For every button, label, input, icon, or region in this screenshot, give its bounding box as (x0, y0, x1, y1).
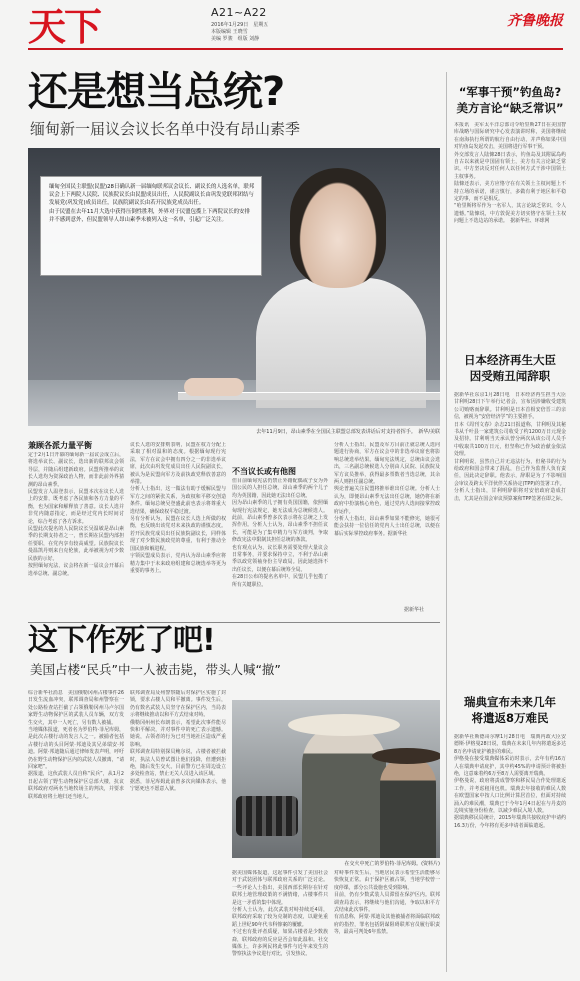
right-story2-text: 据新华社东京1月28日电 日本经济再生担当大臣甘利明28日下午举行记者会，宣布因涉嫌收受建筑公司贿赂而辞职。甘利明是日本首相安倍晋三的亲信，被视为“安倍经济学”的主要推手。 日本《周刊文春》杂志21日报道称，甘利明及其秘书从千叶县一家建筑公司收受了约1200万日元现金及招待。甘利明当天承认曾分两次从该公司人员手中收取共100万日元，但坚称已作为政治献金依法处理。 甘利明说，虽然自己并无违法行为，但秘书的行为给政府和国会带来了混乱，自己作为监督人负有责任，因此决定辞职。他表示，辞职是为了不影响国会审议及跨太平洋伙伴关系协定(TPP)的签署工作。 分析人士指出，甘利明辞职将对安倍政府造成打击，尤其是在国会审议预算案和TPP签署在即之际。 (454, 392, 566, 502)
photo-person-head (290, 168, 386, 288)
story1-subheadline: 缅甸新一届议会议长名单中没有昂山素季 (30, 120, 301, 138)
right-story1-headline: “军事干预”钓鱼岛? 美方言论“缺乏常识” (456, 85, 564, 115)
story1-column-4: 分析人士指出，民盟及军方目前正就总统人选问题进行协商，军方在议会中的非选举议席也将影响总统选举结果。缅甸宪法规定，总统由议会选出，三名副总统候选人分别由人民院、民族院及军方议员推举，获得最多票数者当选总统，其余两人则担任副总统。 舆论普遍关注民盟将推举谁出任总统。分析人士认为，即便昂山素季无法出任总统，她仍将在新政府中扮演核心角色，通过党内人选间接掌控政府运作。 分析人士指出，昂山素季如果不能修宪，她很可能会扶持一位信任的党内人士出任总统，以便在幕后实际掌控政府事务。据新华社 (334, 442, 440, 537)
story1-lead-box: 缅甸全国民主联盟(民盟)28日确认新一届缅甸联邦议会议长、副议长的人选名单，联邦议会上下两院人民院、民族院议长由民盟成员出任，人民院副议长由巩发党联邦团结与发展党(巩发党)成员出任，民族院副议长由若开民族党成员出任。 由于民盟在去年11月大选中获得压倒性胜利，外界对于民盟包揽上下两院议长的安排并不感到意外，但民盟领导人昂山素季未被列入这一名单，引起广泛关注。 (40, 176, 262, 276)
photo-man-center (302, 724, 386, 858)
right-story2-headline: 日本经济再生大臣 因受贿丑闻辞职 (464, 353, 556, 383)
story1-headline: 还是想当总统? (28, 69, 285, 115)
right-story3-headline: 瑞典宣布未来几年 将遣返8万难民 (464, 695, 556, 725)
photo-cowboy-hat-2 (372, 748, 440, 764)
story1-subhead-b: 不当议长或有他图 (232, 467, 296, 476)
photo-man-right (380, 756, 436, 858)
right-story1-text: 本报讯 美军太平洋总部司令哈里斯27日在美国智库战略与国际研究中心发表演讲时称，美国将继续在南海执行所谓的航行自由行动，并声称如果中国对钓鱼岛发起攻击，美国将进行军事干预。 外交部发言人陆慷28日表示，钓鱼岛及其附属岛屿自古以来就是中国固有领土，美方有关言论缺乏常识。中方坚决反对任何人以任何方式干涉中国领土主权事务。 陆慷还表示，美方应恪守在有关领土主权问题上不持立场的承诺，谨言慎行，多做有利于地区和平稳定的事，而不是相反。 “哈里斯将军作为一名军人，其言论缺乏常识，令人遗憾。”陆慷说，中方敦促美方切实恪守在领土主权问题上不选边站的承诺。 据新华社、环球网 (454, 122, 566, 225)
story2-column-1: 综合新华社消息 美国俄勒冈州占楼事件26日发生流血冲突，联邦调查局和州警察在一处公路检查站拦截了占领俄勒冈州马卢尔国家野生动物保护区的武装人员车辆，双方发生交火，其中一人死亡，另有数人被捕。 当地媒体报道，死者名为罗伯特·菲尼库姆，是此次占楼行动的发言人之一。被捕者包括占楼行动的头目阿蒙·邦迪及其兄弟瑞安·邦迪。阿蒙·邦迪随后通过律师发表声明，呼吁仍在野生动物保护区内的武装人员撤离，“请回家吧”。 据报道，这伙武装人员自称“民兵”，从1月2日起占领了野生动物保护区总部大楼，抗议联邦政府对两名当地牧场主的判决，并要求联邦政府将土地归还当地人。 (28, 690, 124, 800)
design-line: 美编 罗骏 组版 刘静 (211, 36, 260, 42)
masthead (28, 4, 563, 50)
story2-photo-caption: 在交火中死亡的罗伯特·菲尼库姆。(资料片) (344, 861, 440, 867)
story2-subheadline: 美国占楼“民兵”中一人被击毙，带头人喊“撤” (30, 662, 281, 677)
column-divider (446, 72, 447, 972)
story2-photo (232, 700, 440, 858)
story2-column-3: 据美国媒体报道，这起事件引发了美国社会对于武装团体与联邦政府关系的广泛讨论。一些评论人士指出，美国西部长期存在针对联邦土地管理政策的不满情绪，占楼事件只是这一矛盾的集中体现。 分析人士认为，此次武装对峙持续近4周，联邦政府采取了较为克制的态度，以避免重蹈上世纪90年代韦科惨案的覆辙。 不过也有批评者质疑，如果占楼者是少数族裔，联邦政府的反应是否会如此温和。社交媒体上，许多网民将此事件与近年来发生的警察执法争议进行对比，引发热议。 (232, 870, 328, 958)
story2-column-2: 联邦调查局及州警察随后对保护区实施了封锁，要求占楼人员和平撤离。事件发生后，仍有数名武装人员坚守在保护区内，当局表示将继续推动以和平方式结束对峙。 俄勒冈州州长布朗表示，希望此次事件能尽快和平解决，并对事件中的死亡表示遗憾。她说，占领者的行为已对当地社区造成严重影响。 联邦调查局特别探员鲍尔说，占楼者被拦截时，执法人员曾试图让他们投降，但遭到拒绝，随后发生交火。目前警方已在周边设立多处检查站，禁止无关人员进入该区域。 据悉，菲尼库姆此前曾多次向媒体表示，他宁愿死也不愿意入狱。 (130, 690, 226, 793)
right-story3-text: 据新华社斯德哥尔摩1月28日电 瑞典内政大臣安德斯·伊格曼28日说，瑞典在未来几年内将遣返多达8万名申请庇护被拒的难民。 伊格曼在接受瑞典媒体采访时表示，去年有约16万人在瑞典申请庇护，其中约45%的申请预计将被拒绝，这意味着约6万至8万人需要离开瑞典。 伊格曼说，政府将责成警察和移民局合作处理遣返工作，并考虑租用包机。瑞典去年接收的难民人数在欧盟国家中按人口比例计算居首位，但面对持续涌入的难民潮，瑞典已于今年1月4日起在与丹麦的边境实施身份检查，以减少难民入境人数。 据瑞典移民局统计，2015年瑞典共接收庇护申请约16.3万份，今年将有更多申请者面临遣返。 (454, 734, 566, 829)
story1-byline: 据新华社 (404, 607, 425, 613)
photo-cowboy-hat-1 (288, 714, 400, 736)
story2-column-4: 对峙事件发生后，当地居民表示希望生活能够尽快恢复正常。由于保护区被占领，当地学校曾一度停课，部分公共设施也受到影响。 目前，仍有少数武装人员滞留在保护区内。联邦调查局表示，将继续与他们沟通，争取以和平方式结束此次事件。 有消息称，阿蒙·邦迪及其他被捕者将面临联邦政府的指控，罪名包括阴谋阻碍联邦官员履行职责等，最高可判处6年监禁。 (334, 870, 440, 936)
story1-column-3: 但目前缅甸宪法仍禁止外籍配偶或子女为外国公民的人担任总统，昂山素季的两个儿子均为英国籍，因此她无法出任总统。 因为昂山素季的儿子拥有英国国籍，依照缅甸现行宪法规定，她无法成为总统候选人。此前，昂山素季曾多次表示将在总统之上发挥作用。分析人士认为，昂山素季不担任议长，可能是为了集中精力与军方谈判，争取修改宪法中限制其担任总统的条款。 也有观点认为，议长职务需要处理大量议会日常事务，并要求保持中立，不利于昂山素季以政党领袖身份主导政局。因此她选择不出任议长，以便在幕后统筹全局。 在28日公布的提名名单中，民盟几乎包揽了所有关键职位。 (232, 478, 328, 588)
story1-column-2: 议长人选的安排则表明，民盟在权力分配上采取了相对温和的态度。根据缅甸现行宪法，军方在议会中拥有四分之一的非选举议席，此次由巩发党成员出任人民院副议长，被认为是民盟向军方及前执政党释放善意的举措。 分析人士指出，这一做法有助于缓解民盟与军方之间的紧张关系，为政权和平移交创造条件。缅甸总统吴登盛此前也表示将尊重大选结果，确保政权平稳过渡。 另有分析认为，民盟在议长人选上所做的权衡，也反映出该党对未来执政的谨慎态度。若开民族党成员出任民族院副议长，同样体现了对少数民族政党的尊重，有利于推动全国民族和解进程。 宇领民盟成员表示，党内认为昂山素季应将精力集中于未来政府组建和总统选举等更为重要的事务上。 (130, 442, 226, 574)
edition-meta (211, 22, 331, 43)
story2-headline: 这下作死了吧! (28, 623, 215, 658)
story1-photo-caption: 去年11月9日，昂山素季在全国民主联盟总部发表讲话后对支持者挥手。 新华/美联 (256, 429, 440, 435)
photo-hand (184, 378, 244, 396)
photo-person-body (256, 278, 426, 408)
page-numbers: A21~A22 (211, 6, 267, 19)
date-line: 2016年1月29日 星期五 (211, 22, 269, 28)
section-title: 天下 (28, 4, 101, 49)
photo-microphones (236, 796, 298, 836)
story1-subhead-a: 兼顾各派力量平衡 (28, 441, 92, 450)
newspaper-logo: 齐鲁晚报 (507, 13, 563, 29)
editor-line: 本版编辑 王晓雪 (211, 29, 248, 35)
story1-column-1: 定于2月1日开幕的缅甸新一届议会成立后，将选举议长、副议长，选出新的联邦议会领导层，并随后组建新政府。民盟所推举的议长人选均为资深政治人物，而非此前外界猜测的昂山素季。 民盟发言人温登表示，民盟本次在议长人选上的安排，既考虑了各民族和各方力量的平衡，也为国家和解释放了善意。议长人选并非党内随意指定，而是经过党内长时间讨论，综合考虑了各方诉求。 民盟此次提名的人民院议长吴温敏是昂山素季的长期支持者之一，曾长期在民盟内部担任要职，在党内享有较高威望。民族院议长曼温凯丹则来自克伦族，此举被视为对少数民族的示好。 按照缅甸宪法，议会将在新一届议会开幕后选举总统、副总统。 (28, 452, 124, 577)
